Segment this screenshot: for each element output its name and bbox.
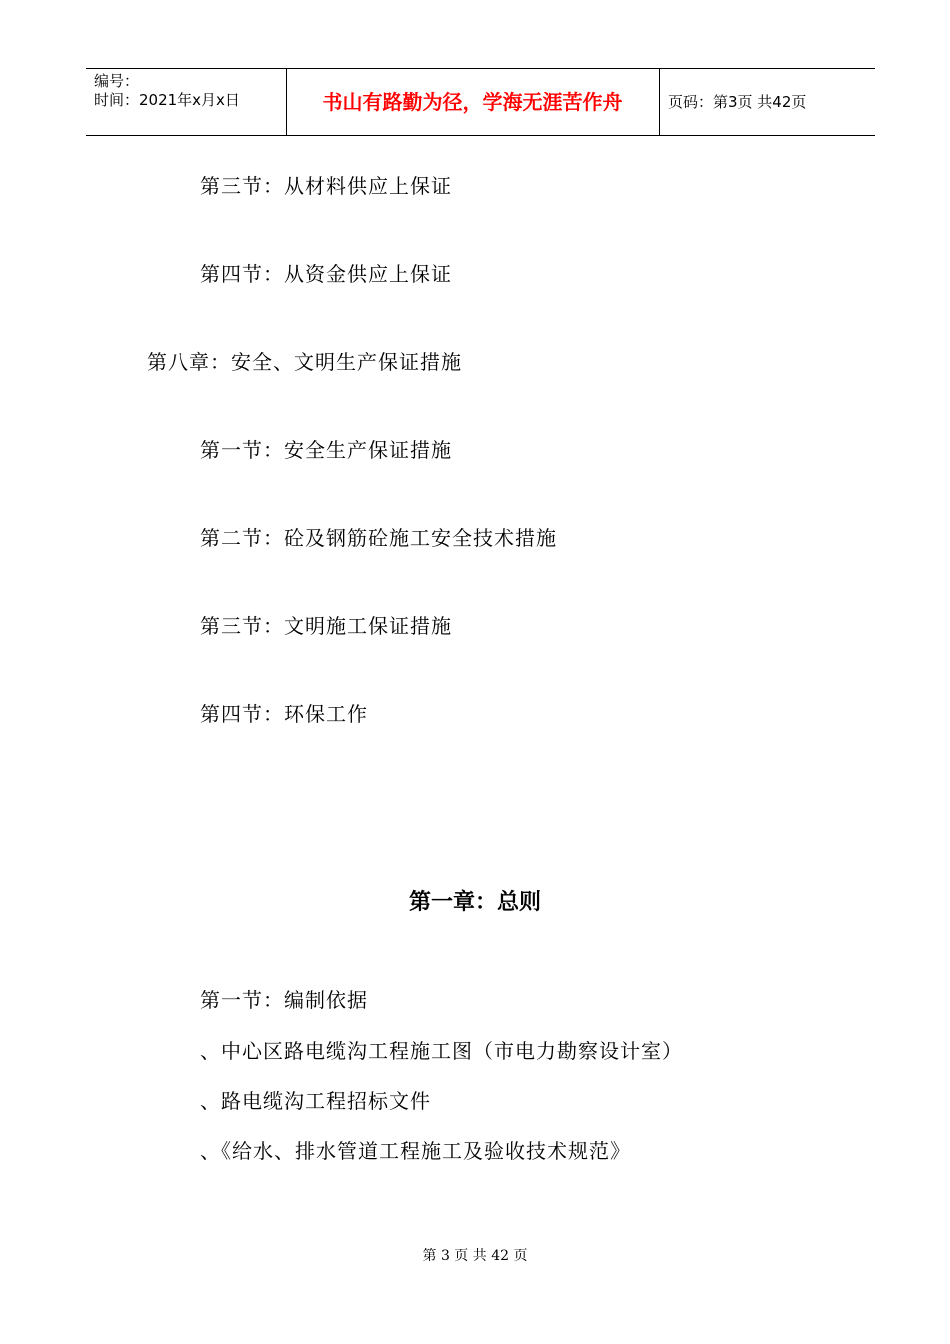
page-footer: 第 3 页 共 42 页: [422, 1248, 528, 1264]
document-date: 时间：2021年x月x日: [94, 91, 240, 109]
header-motto: 书山有路勤为径，学海无涯苦作舟: [286, 69, 660, 135]
page-header: [86, 68, 875, 136]
header-page-info: 页码：第3页 共42页: [668, 93, 807, 111]
section-heading: 第一节：编制依据: [200, 988, 368, 1012]
document-number-label: 编号：: [94, 72, 140, 90]
toc-entry: 第四节：环保工作: [200, 702, 368, 726]
toc-entry: 第三节：文明施工保证措施: [200, 614, 452, 638]
basis-item: 、中心区路电缆沟工程施工图（市电力勘察设计室）: [200, 1039, 683, 1063]
toc-chapter-entry: 第八章：安全、文明生产保证措施: [147, 350, 462, 374]
basis-item: 、路电缆沟工程招标文件: [200, 1089, 431, 1113]
toc-entry: 第三节：从材料供应上保证: [200, 174, 452, 198]
header-left-cell: [86, 69, 287, 135]
toc-entry: 第一节：安全生产保证措施: [200, 438, 452, 462]
toc-entry: 第二节：砼及钢筋砼施工安全技术措施: [200, 526, 557, 550]
chapter-title: 第一章：总则: [408, 889, 541, 915]
toc-entry: 第四节：从资金供应上保证: [200, 262, 452, 286]
basis-item: 、《给水、排水管道工程施工及验收技术规范》: [200, 1139, 631, 1163]
